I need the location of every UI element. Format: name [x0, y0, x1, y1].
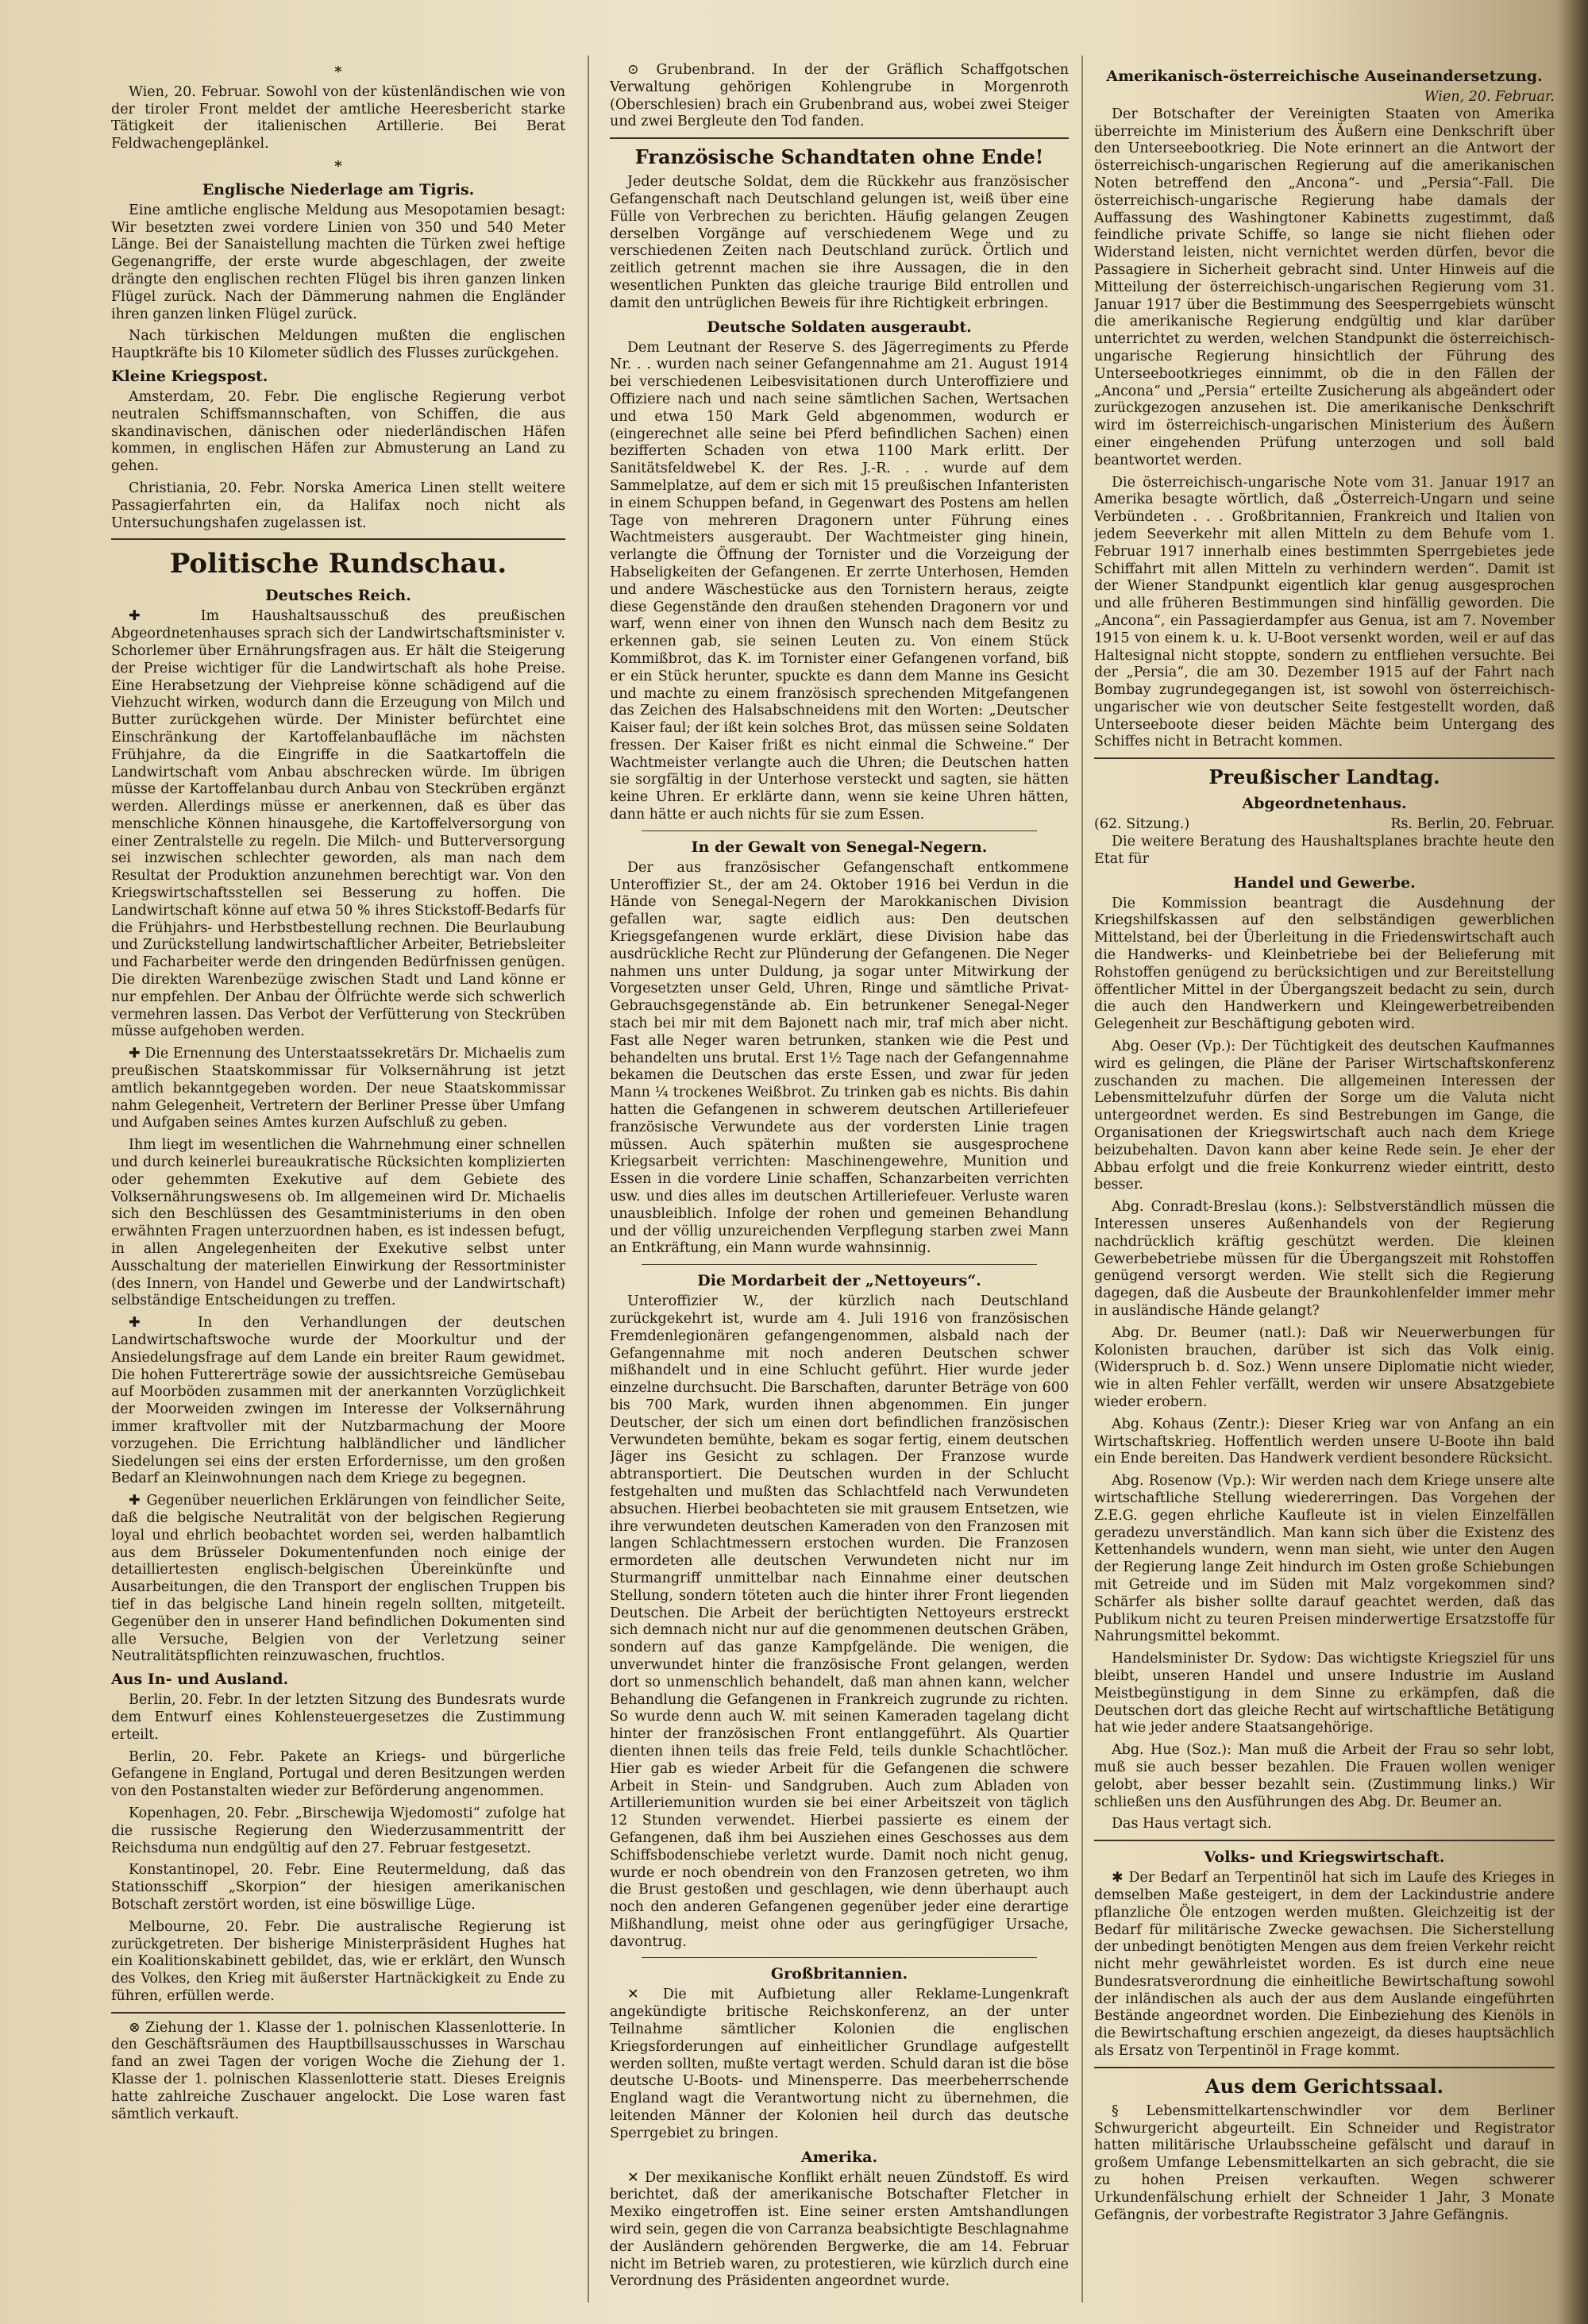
article-rosenow: Abg. Rosenow (Vp.): Wir werden nach dem Kriege unsere alte wirtschaftliche Stellung wiedererringen. Das Vorgehen der Z.E.G. gegen ehrliche Kaufleute ist in vielen Einzelfällen geradezu unverständlich. Man kann sich über die Existenz des Kettenhandels wundern, wenn man sieht, wie unter den Augen der Regierung lange Zeit hindurch im Osten große Schiebungen mit Getreide und im Süden mit Malz vorgekommen sind? Schärfer als bisher sollte darauf geachtet werden, daß das Publikum nicht zu teuren Preisen minderwertige Ersatzstoffe für Nahrungsmittel bekommt. — [1094, 1473, 1555, 1645]
article-oest-2: Die österreichisch-ungarische Note vom 31. Januar 1917 an Amerika besagte wörtlich, daß „Österreich-Ungarn und seine Verbündeten . . . Großbritannien, Frankreich und Italien von jedem Seeverkehr mit allen Mitteln zu dem Behufe vom 1. Februar 1917 innerhalb eines bestimmten Sperrgebietes jede Schiffahrt mit allen Mitteln zu verhindern werden“. Damit ist der Wiener Standpunkt eigentlich klar genug ausgesprochen und alle früheren Bestimmungen sind hinfällig geworden. Die „Ancona“, ein Passagierdampfer aus Genua, ist am 7. November 1915 von einem k. u. k. U-Boot versenkt worden, weil er auf das Haltesignal nicht stoppte, sondern zu entfliehen versuchte. Bei der „Persia“, die am 30. Dezember 1915 auf der Fahrt nach Bombay zugrundegegangen ist, ist sowohl von österreichisch-ungarischer wie von deutscher Seite festgestellt worden, daß Unterseeboote dieser beiden Mächte beim Untergang des Schiffes nicht in Betracht kommen. — [1094, 474, 1555, 750]
divider — [1094, 2067, 1555, 2068]
article-berlin-2: Berlin, 20. Febr. Pakete an Kriegs- und bürgerliche Gefangene in England, Portugal und deren Besitzungen werden von den Postanstalten wieder zur Beförderung angenommen. — [111, 1748, 565, 1800]
article-ausgeraubt: Dem Leutnant der Reserve S. des Jägerregiments zu Pferde Nr. . . wurden nach seiner Gefangennahme am 21. August 1914 bei verschiedenen Leibesvisitationen durch Unteroffiziere und Offiziere nach und nach seine sämtlichen Sachen, Wertsachen und etwa 150 Mark Geld abgenommen, wodurch er (eingerechnet alle seine bei Pferd befindlichen Sachen) einen bezifferten Schaden von etwa 1100 Mark erlitt. Der Sanitätsfeldwebel K. der Res. J.-R. . . wurde auf dem Sammelplatze, auf dem er sich mit 15 preußischen Infanteristen in einem Schuppen befand, in Gegenwart des Postens am hellen Tage von mehreren Dragonern unter Führung eines Wachtmeisters ausgeraubt. Der Wachtmeister ging hinein, verlangte die Öffnung der Tornister und die Vorzeigung der Habseligkeiten der Gefangenen. Er zerrte Unterhosen, Hemden und andere Wäschestücke aus den Tornistern heraus, zeigte diese Gegenstände den draußen stehenden Dragonern vor und warf, wenn einer von ihnen den Wunsch nach dem Besitz zu erkennen gab, sie seinen Leuten zu. Von einem Stück Kommißbrot, das K. im Tornister einer Gefangenen vorfand, biß er ein Stück herunter, spuckte es dann dem Manne ins Gesicht und machte zu einem französisch sprechenden Mitgefangenen das Zeichen des Halsabschneidens mit den Worten: „Deutscher Kaiser faul; der ißt kein solches Brot, das müssen seine Soldaten fressen. Der Kaiser frißt es nicht einmal die Schweine.“ Der Wachtmeister verlangte auch die Uhren; die Deutschen hatten sie sorgfältig in der Unterhose versteckt und sagten, sie hätten keine Uhren. Er erklärte dann, wenn sie keine Uhren hätten, dann hätte er auch nichts für sie zum Essen. — [610, 339, 1069, 823]
article-kopenhagen: Kopenhagen, 20. Febr. „Birschewija Wjedomosti“ zufolge hat die russische Regierung den Wiederzusammentritt der Reichsduma nun endgültig auf den 27. Februar festgesetzt. — [111, 1805, 565, 1856]
divider — [1094, 1840, 1555, 1841]
headline-handel: Handel und Gewerbe. — [1233, 873, 1416, 892]
article-conradt: Abg. Conradt-Breslau (kons.): Selbstverständlich müssen die Interessen unseres Außenhandels von der Regierung nachdrücklich kräftig geschützt werden. Die kleinen Gewerbebetriebe müssen für die Übergangszeit mit Rohstoffen genügend versorgt werden. Wie stellt sich die Regierung dagegen, daß die Ausbeute der Braunkohlenfelder immer mehr in ausländische Hände gelangt? — [1094, 1199, 1555, 1319]
headline-gerichtssaal: Aus dem Gerichtssaal. — [1204, 2074, 1443, 2098]
article-wien: Wien, 20. Februar. Sowohl von der küstenländischen wie von der tiroler Front meldet der amtliche Heeresbericht starke Tätigkeit der italienischen Artillerie. Bei Berat Feldwachengeplänkel. — [111, 83, 565, 152]
headline-grossbritannien: Großbritannien. — [770, 1965, 908, 1983]
article-lotterie: ⊗ Ziehung der 1. Klasse der 1. polnischen Klassenlotterie. In den Geschäftsräumen des Hauptbillsausschusses in Warschau fand an zwei Tagen der vorigen Woche die Ziehung der 1. Klasse der 1. polnischen Klassenlotterie statt. Dieses Ereignis hatte zahlreiche Zuschauer angelockt. Die Lose waren fast sämtlich verkauft. — [111, 2019, 565, 2122]
divider — [1094, 757, 1555, 759]
headline-in-und-ausland: Aus In- und Ausland. — [111, 1671, 289, 1689]
headline-rundschau: Politische Rundschau. — [169, 548, 507, 580]
divider — [642, 1957, 1037, 1958]
column-1 — [111, 62, 565, 2301]
article-christiania: Christiania, 20. Febr. Norska America Linen stellt weitere Passagierfahrten ein, da Halifax noch nicht als Untersuchungshafen zugelassen ist. — [111, 480, 565, 531]
headline-deutsches-reich: Deutsches Reich. — [265, 587, 411, 605]
headline-abgeordnetenhaus: Abgeordnetenhaus. — [1242, 795, 1407, 813]
column-2 — [610, 62, 1069, 2301]
article-konstantinopel: Konstantinopel, 20. Febr. Eine Reutermeldung, daß das Stationsschiff „Skorpion“ der hiesigen amerikanischen Botschaft zerstört worden, ist eine böswillige Lüge. — [111, 1862, 565, 1913]
divider — [642, 1264, 1037, 1265]
column-rule — [1081, 56, 1083, 2303]
separator-star: * — [334, 64, 342, 80]
article-grubenbrand: ⊙ Grubenbrand. In der der Gräflich Schaffgotschen Verwaltung gehörigen Kohlengrube in Morgenroth (Oberschlesien) brach ein Grubenbrand aus, wobei zwei Steiger und zwei Bergleute den Tod fanden. — [610, 62, 1069, 130]
article-tigris-2: Nach türkischen Meldungen mußten die englischen Hauptkräfte bis 10 Kilometer südlich des Flusses zurückgehen. — [111, 328, 565, 362]
dateline: Wien, 20. Februar. — [1424, 89, 1555, 105]
headline-senegal: In der Gewalt von Senegal-Negern. — [691, 838, 988, 856]
article-beumer: Abg. Dr. Beumer (natl.): Daß wir Neuerwerbungen für Kolonisten brauchen, darüber ist sich das Volk einig. (Widerspruch b. d. Soz.) Wenn unsere Diplomatie nicht wieder, wie in alten Fehler verfällt, werden wir unsere Absatzgebiete wieder erobern. — [1094, 1324, 1555, 1410]
divider — [111, 538, 565, 540]
article-tigris: Eine amtliche englische Meldung aus Mesopotamien besagt: Wir besetzten zwei vordere Linien von 350 und 540 Meter Länge. Bei der Sanaistellung machten die Türken zwei heftige Gegenangriffe, der erste wurde abgeschlagen, der zweite drängte den englischen rechten Flügel bis ihren ganzen linken Flügel zurück. Nach der Dämmerung nahmen die Engländer ihren ganzen linken Flügel zurück. — [111, 202, 565, 322]
article-landwirtschaftswoche: ✚ In den Verhandlungen der deutschen Landwirtschaftswoche wurde der Moorkultur und der Ansiedelungsfrage auf dem Lande ein breiter Raum gewidmet. Die hohen Futtererträge sowie der aussichtsreiche Gemüsebau auf Moorböden zusammen mit der anerkannten Vorzüglichkeit der Moorweiden zwingen im Interesse der Volksernährung immer kraftvoller mit der Nutzbarmachung der Moore vorzugehen. Die Errichtung halbländlicher und ländlicher Siedelungen sei eins der ersten Erfordernisse, um den großen Bedarf an Kleinwohnungen nach dem Kriege zu begegnen. — [111, 1315, 565, 1487]
column-rule — [588, 56, 589, 2303]
headline-amerika: Amerika. — [800, 2148, 878, 2166]
article-michaelis: ✚ Die Ernennung des Unterstaatssekretärs Dr. Michaelis zum preußischen Staatskommissar für Volksernährung ist jetzt amtlich bekanntgegeben worden. Der neue Staatskommissar nahm Gelegenheit, Vertretern der Berliner Presse über Umfang und Aufgaben seines Amtes kurzen Aufschluß zu geben. — [111, 1046, 565, 1131]
article-vertagt: Das Haus vertagt sich. — [1112, 1816, 1272, 1833]
headline-landtag: Preußischer Landtag. — [1208, 765, 1440, 789]
article-oeser: Abg. Oeser (Vp.): Der Tüchtigkeit des deutschen Kaufmannes wird es gelingen, die Pläne der Pariser Wirtschaftskonferenz zuschanden zu machen. Die allgemeinen Interessen der Lebensmittelzufuhr dürfen der Sorge um die Valuta nicht untergeordnet werden. Es sind Bestrebungen im Gange, die Organisationen der Kriegswirtschaft auch nach dem Kriege beizubehalten. Davon kann aber keine Rede sein. Je eher der Abbau erfolgt und die freie Konkurrenz wieder eintritt, desto besser. — [1094, 1039, 1555, 1193]
article-amerika: ✕ Der mexikanische Konflikt erhält neuen Zündstoff. Es wird berichtet, daß der amerikanische Botschafter Fletcher in Mexiko eingetroffen ist. Eine seiner ersten Amtshandlungen wird sein, gegen die von Carranza beabsichtigte Beschlagnahme der Ausländern gehörenden Bergwerke, die am 14. Februar nicht im Betrieb waren, zu protestieren, wie kürzlich durch eine Verordnung des Präsidenten angeordnet wurde. — [610, 2169, 1069, 2290]
article-amsterdam: Amsterdam, 20. Febr. Die englische Regierung verbot neutralen Schiffsmannschaften, von Schiffen, die aus skandinavischen, dänischen oder niederländischen Häfen kommen, in englischen Häfen zur Abmusterung an Land zu gehen. — [111, 388, 565, 475]
divider — [610, 137, 1069, 139]
article-mordarbeit: Unteroffizier W., der kürzlich nach Deutschland zurückgekehrt ist, wurde am 4. Juli 1916 von französischen Fremdenlegionären gefangengenommen, alsbald nach der Gefangennahme mit noch anderen Deutschen schwer mißhandelt und in eine Schlucht geführt. Hier wurde jeder einzelne durchsucht. Die Barschaften, darunter Beträge von 600 bis 700 Mark, wurden ihnen abgenommen. Ein junger Deutscher, der sich um einen dort befindlichen französischen Verwundeten bemühte, bekam es sogar fertig, einem deutschen Jäger ins Gesicht zu schlagen. Der Franzose wurde abtransportiert. Die Deutschen wurden in der Schlucht festgehalten und mußten das Schlachtfeld nach Verwundeten absuchen. Hierbei beobachteten sie mit grausem Entsetzen, wie ihre verwundeten deutschen Kameraden von den Franzosen mit langen Schlachtmessern erstochen wurden. Die Franzosen ermordeten alle deutschen Verwundeten nicht nur im Sturmangriff unmittelbar nach Einnahme einer deutschen Stellung, sondern töteten auch die hinter ihrer Front liegenden Deutschen. Die Arbeit der berüchtigten Nettoyeurs erstreckt sich demnach nicht nur auf die genommenen deutschen Gräben, sondern auf das ganze Kampfgelände. Die wenigen, die unverwundet hinter die französische Front gelangen, werden dort so unmenschlich behandelt, daß man ahnen kann, welcher Behandlung die Gefangenen in Frankreich zugrunde zu richten. So wurde denn auch W. mit seinen Kameraden tagelang dicht hinter der französischen Front entlanggeführt. Als Quartier dienten ihnen teils das freie Feld, teils dunkle Schachtlöcher. Hier gab es wieder Arbeit für die Gefangenen die schwere Arbeit in Stein- und Sandgruben. Auch zum Abladen von Artilleriemunition wurden sie bei einer Arbeitszeit von täglich 12 Stunden verwendet. Hierbei passierte es einem der Gefangenen, daß ihm bei Ausziehen eines Geschosses aus dem Schiffsbodenschiebe verletzt wurde. Damit noch nicht genug, wurde er noch obendrein von den Franzosen getreten, wo ihm die Brust gestoßen und geschlagen, wie denn überhaupt auch noch den anderen Gefangenen gegenüber jeder eine derartige Mißhandlung, meist ohne oder aus geringfügiger Ursache, davontrug. — [610, 1293, 1069, 1950]
headline-auseinandersetzung: Amerikanisch-österreichische Auseinandersetzung. — [1106, 67, 1543, 85]
article-michaelis-2: Ihm liegt im wesentlichen die Wahrnehmung einer schnellen und durch keinerlei bureaukratische Rücksichten komplizierten oder gehemmten Exekutive auf dem Gebiete des Volksernährungswesens ob. Im allgemeinen wird Dr. Michaelis sich den Beschlüssen des Gesamtministeriums in den oben erwähnten Fragen unterzuordnen haben, es ist indessen befugt, in allen Angelegenheiten der Exekutive selbst unter Ausschaltung der materiellen Einwirkung der Ressortminister (des Innern, von Handel und Gewerbe und der Landwirtschaft) selbständige Entscheidungen zu treffen. — [111, 1137, 565, 1309]
article-terpentin: ✱ Der Bedarf an Terpentinöl hat sich im Laufe des Krieges in demselben Maße gesteigert, in dem der Lackindustrie andere pflanzliche Öle entzogen werden mußten. Gleichzeitig ist der Bedarf für militärische Zwecke gewachsen. Die Sicherstellung der unbedingt benötigten Mengen aus dem freien Verkehr reicht nicht mehr gewährleistet worden. Es ist durch eine neue Bundesratsverordnung die einheitliche Bewirtschaftung sowohl der inländischen als auch der aus dem Auslande eingeführten Bestände angeordnet worden. Die Einbeziehung des Kienöls in die Bewirtschaftung erschien angezeigt, da dieses hauptsächlich als Ersatz von Terpentinöl in Frage kommt. — [1094, 1870, 1555, 2060]
session-line — [1094, 816, 1555, 834]
article-berlin-1: Berlin, 20. Febr. In der letzten Sitzung des Bundesrats wurde dem Entwurf eines Kohlensteuergesetzes die Zustimmung erteilt. — [111, 1692, 565, 1743]
article-haushalt: ✚ Im Haushaltsausschuß des preußischen Abgeordnetenhauses sprach sich der Landwirtschaftsminister v. Schorlemer über Ernährungsfragen aus. Er hält die Steigerung der Preise wichtiger für die Landwirtschaft als hohe Preise. Eine Herabsetzung der Viehpreise könne schädigend auf die Viehzucht wirken, wodurch dann die Erzeugung von Milch und Butter zurückgehen würde. Der Minister befürchtet eine Einschränkung der Kartoffelanbaufläche im nächsten Frühjahre, da die Eingriffe in die Saatkartoffeln die Landwirtschaft vom Anbau abschrecken würde. Im übrigen müsse der Kartoffelanbau durch Anbau von Steckrüben ergänzt werden. Allerdings müsse er anerkennen, daß es über das menschliche Können hinausgehe, die Kartoffelversorgung von einer Zentralstelle zu regeln. Die Milch- und Butterversorgung sei inzwischen schlechter geworden, als man nach dem Resultat der Produktion anzunehmen berechtigt war. Von den Kriegswirtschaftsstellen sei Besserung zu hoffen. Die Landwirtschaft könne auf etwa 50 % ihres Stickstoff-Bedarfs für die Frühjahrs- und Herbstbestellung rechnen. Die Beurlaubung und Zurückstellung landwirtschaftlicher Arbeiter, Betriebsleiter und Facharbeiter werde den dringenden Bedürfnissen genügen. Die direkten Warenbezüge zwischen Stadt und Land könne er nur empfehlen. Der Anbau der Ölfrüchte werde sich schwerlich vermehren lassen. Das Verbot der Verfütterung von Steckrüben müsse aufgehoben werden. — [111, 608, 565, 1040]
article-gericht: § Lebensmittelkartenschwindler vor dem Berliner Schwurgericht abgeurteilt. Ein Schneider und Registrator hatten militärische Urlaubsscheine gefälscht und darauf in großem Umfange Lebensmittelkarten an sich gebracht, die sie zu hohen Preisen verkauften. Wegen schwerer Urkundenfälschung erhielt der Schneider 1 Jahr, 3 Monate Gefängnis, der vorbestrafte Registrator 3 Jahre Gefängnis. — [1094, 2102, 1555, 2223]
headline-volks: Volks- und Kriegswirtschaft. — [1204, 1848, 1445, 1867]
article-landtag-1: Die weitere Beratung des Haushaltsplanes brachte heute den Etat für — [1094, 834, 1555, 867]
article-kohaus: Abg. Kohaus (Zentr.): Dieser Krieg war von Anfang an ein Wirtschaftskrieg. Hoffentlich werden unsere U-Boote ihn bald ein Ende bereiten. Das Handwerk verdient besondere Rücksicht. — [1094, 1416, 1555, 1467]
article-oest-1: Der Botschafter der Vereinigten Staaten von Amerika überreichte im Ministerium des Äußern eine Denkschrift über den Unterseebootkrieg. Die Note erinnert an die Antwort der österreichisch-ungarischen Regierung auf die amerikanischen Noten betreffend den „Ancona“- und „Persia“-Fall. Die österreichisch-ungarische Regierung habe damals der Auffassung des Washingtoner Kabinetts zugestimmt, daß feindliche private Schiffe, so lange sie nicht fliehen oder Widerstand leisten, nicht vernichtet werden dürfen, bevor die Passagiere in Sicherheit gebracht sind. Unter Hinweis auf die Mitteilung der österreichisch-ungarischen Regierung vom 31. Januar 1917 über die Bestimmung des Seesperrgebiets wünscht die amerikanische Regierung endgültig und klar darüber unterrichtet zu werden, welchen Standpunkt die österreichisch-ungarische Regierung hinsichtlich der Führung des Unterseebootkrieges einnimmt, ob die in den Fällen der „Ancona“ und „Persia“ erteilte Zusicherung als abgeändert oder zurückgezogen anzusehen ist. Die amerikanische Denkschrift wird im österreichisch-ungarischen Ministerium des Äußern einer eingehenden Prüfung unterzogen und soll bald beantwortet werden. — [1094, 106, 1555, 468]
article-grossbritannien: ✕ Die mit Aufbietung aller Reklame-Lungenkraft angekündigte britische Reichskonferenz, an der unter Teilnahme sämtlicher Kolonien die englischen Kriegsforderungen auf einheitlicher Grundlage aufgestellt werden sollten, mußte vertagt werden. Schuld daran ist die böse deutsche U-Boots- und Minensperre. Das meerbeherrschende England wagt die Verantwortung nicht zu übernehmen, die leitenden Männer der Kolonien heil durch das deutsche Sperrgebiet zu bringen. — [610, 1987, 1069, 2141]
article-hue: Abg. Hue (Soz.): Man muß die Arbeit der Frau so sehr lobt, muß sie auch besser bezahlen. Die Frauen wollen weniger gelobt, aber besser bezahlt sein. (Zustimmung links.) Wir schließen uns den Ausführungen des Abg. Dr. Beumer an. — [1094, 1742, 1555, 1810]
headline-schandtaten: Französische Schandtaten ohne Ende! — [634, 145, 1044, 169]
separator-star: * — [334, 157, 342, 175]
article-melbourne: Melbourne, 20. Febr. Die australische Regierung ist zurückgetreten. Der bisherige Ministerpräsident Hughes hat ein Koalitionskabinett gebildet, das, wie er erklärt, den Wunsch des Volkes, den Krieg mit äußerster Hartnäckigkeit zu Ende zu führen, erfüllen werde. — [111, 1918, 565, 2004]
column-3 — [1094, 62, 1555, 2301]
session-number: (62. Sitzung.) — [1094, 816, 1190, 833]
article-intro: Jeder deutsche Soldat, dem die Rückkehr aus französischer Gefangenschaft nach Deutschland gelungen ist, weiß über eine Fülle von Verbrechen zu berichten. Häufig gelangen Zeugen derselben Vorgänge auf verschiedenem Wege und zu verschiedenen Zeiten nach Deutschland zurück. Örtlich und zeitlich getrennt machen sie ihre Aussagen, die in den wesentlichen Punkten das gleiche traurige Bild entrollen und damit den untrüglichen Beweis für ihre Richtigkeit erbringen. — [610, 174, 1069, 311]
session-date: Rs. Berlin, 20. Februar. — [1390, 816, 1555, 833]
headline-kriegspost: Kleine Kriegspost. — [111, 367, 268, 385]
article-senegal: Der aus französischer Gefangenschaft entkommene Unteroffizier St., der am 24. Oktober 1916 bei Verdun in die Hände von Senegal-Negern der Marokkanischen Division gefallen war, sagte eidlich aus: Den deutschen Kriegsgefangenen wurde erklärt, diese Division habe das ausdrückliche Recht zur Plünderung der Gefangenen. Die Neger nahmen uns unter Duldung, ja sogar unter Mitwirkung der Vorgesetzten unser Geld, Uhren, Ringe und sämtliche Privat-Gebrauchsgegenstände ab. Ein betrunkener Senegal-Neger stach bei mir mit dem Bajonett nach mir, traf mich aber nicht. Fast alle Neger waren betrunken, stanken wie die Pest und behandelten uns brutal. Erst 1½ Tage nach der Gefangennahme bekamen die Deutschen das erste Essen, und zwar für jeden Mann ¼ trockenes Weißbrot. Zu trinken gab es nichts. Bis dahin hatten die Gefangenen in schwerem deutschen Artilleriefeuer französische Verwundete aus der vordersten Linie tragen müssen. Auch späterhin mußten sie ausgesprochene Kriegsarbeit verrichten: Maschinengewehre, Munition und Essen in die vordere Linie schaffen, Schanzarbeiten verrichten usw. und dies alles im deutschen Artilleriefeuer. Verluste waren unausbleiblich. Infolge der rohen und gemeinen Behandlung und der völlig unzureichenden Verpflegung starben zwei Mann an Entkräftung, ein Mann wurde wahnsinnig. — [610, 859, 1069, 1257]
headline-tigris: Englische Niederlage am Tigris. — [202, 180, 475, 198]
article-landtag-2: Die Kommission beantragt die Ausdehnung der Kriegshilfskassen auf den selbständigen gewerblichen Mittelstand, bei der Überleitung in die Friedenswirtschaft auch die Handwerks- und Kleinbetriebe bei der Belieferung mit Rohstoffen genügend zu berücksichtigen und zur Bereitstellung öffentlicher Mittel in der Übergangszeit bedacht zu sein, durch die auch den Handwerkern und Kleingewerbetreibenden Gelegenheit zur Beschäftigung geboten wird. — [1094, 895, 1555, 1033]
article-sydow: Handelsminister Dr. Sydow: Das wichtigste Kriegsziel für uns bleibt, unseren Handel und unsere Industrie im Ausland Meistbegünstigung in dem Sinne zu erkämpfen, daß die Deutschen dort das gleiche Recht auf wirtschaftliche Betätigung hat wie jeder andere Staatsangehörige. — [1094, 1651, 1555, 1736]
headline-mordarbeit: Die Mordarbeit der „Nettoyeurs“. — [697, 1272, 981, 1290]
article-belgien: ✚ Gegenüber neuerlichen Erklärungen von feindlicher Seite, daß die belgische Neutralität von der belgischen Regierung loyal und ehrlich beobachtet worden sei, werden halbamtlich aus dem Brüsseler Dokumentenfunden noch einige der detailliertesten englisch-belgischen Übereinkünfte und Ausarbeitungen, die den Transport der englischen Truppen bis tief in das belgische Land hinein regeln sollten, mitgeteilt. Gegenüber den in unserer Hand befindlichen Dokumenten sind alle Versuche, Belgien von der Verletzung seiner Neutralitätspflichten reinzuwaschen, fruchtlos. — [111, 1493, 565, 1665]
headline-ausgeraubt: Deutsche Soldaten ausgeraubt. — [707, 318, 972, 336]
divider — [111, 2012, 565, 2014]
